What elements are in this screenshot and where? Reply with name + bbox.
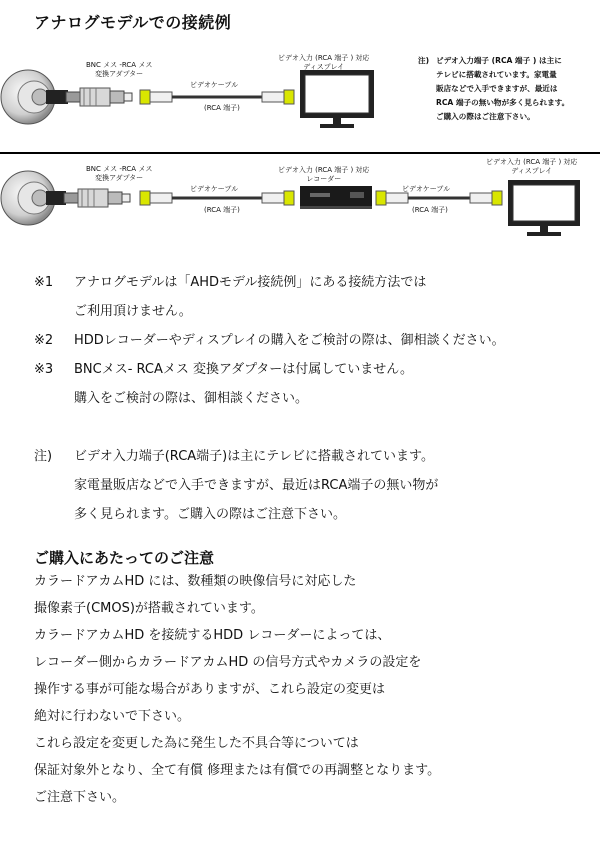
note-row	[34, 413, 594, 442]
note-row	[34, 471, 594, 500]
adapter-label: BNC メス -RCA メス 変換アダプター	[86, 165, 153, 182]
cable-label: ビデオケーブル	[402, 185, 451, 193]
caution-line: 絶対に行わないで下さい。	[34, 709, 191, 724]
cable-sub-label: (RCA 端子)	[204, 104, 240, 112]
display-label: ビデオ入力 (RCA 端子 ) 対応 ディスプレイ	[278, 54, 370, 71]
side-note-line: RCA 端子の無い物が多く見られます。	[436, 98, 570, 107]
note-row	[34, 268, 594, 297]
side-note-tag: 注)	[418, 56, 430, 65]
caution-line: これら設定を変更した為に発生した不具合等については	[34, 736, 359, 751]
display-icon	[508, 180, 580, 236]
display-icon	[300, 70, 374, 128]
cable-label: ビデオケーブル	[190, 185, 239, 193]
caution-line: 撮像素子(CMOS)が搭載されています。	[34, 601, 264, 616]
note-text: BNCメス- RCAメス 変換アダプターは付属していません。	[74, 362, 413, 377]
side-note-line: テレビに搭載されています。家電量	[436, 70, 557, 79]
side-note-line: 販店などで入手できますが、最近は	[436, 84, 558, 93]
note-text: ビデオ入力端子(RCA端子)は主にテレビに搭載されています。	[74, 449, 434, 464]
caution-line: 操作する事が可能な場合がありますが、これら設定の変更は	[34, 682, 386, 697]
side-note	[418, 54, 593, 124]
caution-line: レコーダー側からカラードアカムHD の信号方式やカメラの設定を	[34, 655, 422, 670]
adapter-icon	[78, 189, 130, 207]
note-row	[34, 442, 594, 471]
caution-line: ご注意下さい。	[34, 790, 126, 805]
note-text: ご利用頂けません。	[74, 304, 192, 319]
caution-line: カラードアカムHD を接続するHDD レコーダーによっては、	[34, 628, 391, 643]
rca-plug-icon	[470, 191, 502, 205]
note-text: 多く見られます。ご購入の際はご注意下さい。	[74, 507, 346, 522]
note-text: アナログモデルは「AHDモデル接続例」にある接続方法では	[74, 275, 427, 290]
adapter-icon	[80, 88, 132, 106]
caution-heading: ご購入にあたってのご注意	[34, 549, 215, 567]
rca-plug-icon	[140, 191, 172, 205]
adapter-label: BNC メス -RCA メス 変換アダプター	[86, 61, 153, 78]
side-note-line: ビデオ入力端子 (RCA 端子 ) は主に	[436, 56, 562, 65]
section-divider	[0, 152, 600, 154]
caution-line: カラードアカムHD には、数種類の映像信号に対応した	[34, 574, 357, 589]
rca-plug-icon	[140, 90, 172, 104]
note-row	[34, 500, 594, 529]
side-note-line: ご購入の際はご注意下さい。	[436, 112, 535, 121]
rca-plug-icon	[262, 191, 294, 205]
notes-list	[34, 268, 594, 529]
bnc-connector-icon	[46, 191, 78, 205]
note-marker: ※3	[34, 362, 54, 377]
caution-line: 保証対象外となり、全て有償 修理または有償での再調整となります。	[34, 763, 441, 778]
note-text: HDDレコーダーやディスプレイの購入をご検討の際は、御相談ください。	[74, 333, 505, 348]
connection-diagram	[0, 0, 600, 260]
cable-label: ビデオケーブル	[190, 81, 239, 89]
note-row	[34, 355, 594, 384]
cable-sub-label: (RCA 端子)	[204, 206, 240, 214]
note-row	[34, 384, 594, 413]
caution-body	[34, 568, 594, 811]
rca-plug-icon	[262, 90, 294, 104]
note-row	[34, 297, 594, 326]
note-marker: ※1	[34, 275, 54, 290]
note-marker: 注)	[34, 449, 53, 464]
page-title: アナログモデルでの接続例	[34, 13, 232, 32]
display-label: ビデオ入力 (RCA 端子 ) 対応 ディスプレイ	[486, 158, 578, 175]
note-text: 家電量販店などで入手できますが、最近はRCA端子の無い物が	[74, 478, 439, 493]
recorder-icon	[300, 186, 372, 209]
bnc-connector-icon	[46, 90, 80, 104]
note-marker: ※2	[34, 333, 54, 348]
note-row	[34, 326, 594, 355]
recorder-label: ビデオ入力 (RCA 端子 ) 対応 レコーダー	[278, 166, 370, 183]
note-text: 購入をご検討の際は、御相談ください。	[74, 391, 309, 406]
cable-sub-label: (RCA 端子)	[412, 206, 448, 214]
